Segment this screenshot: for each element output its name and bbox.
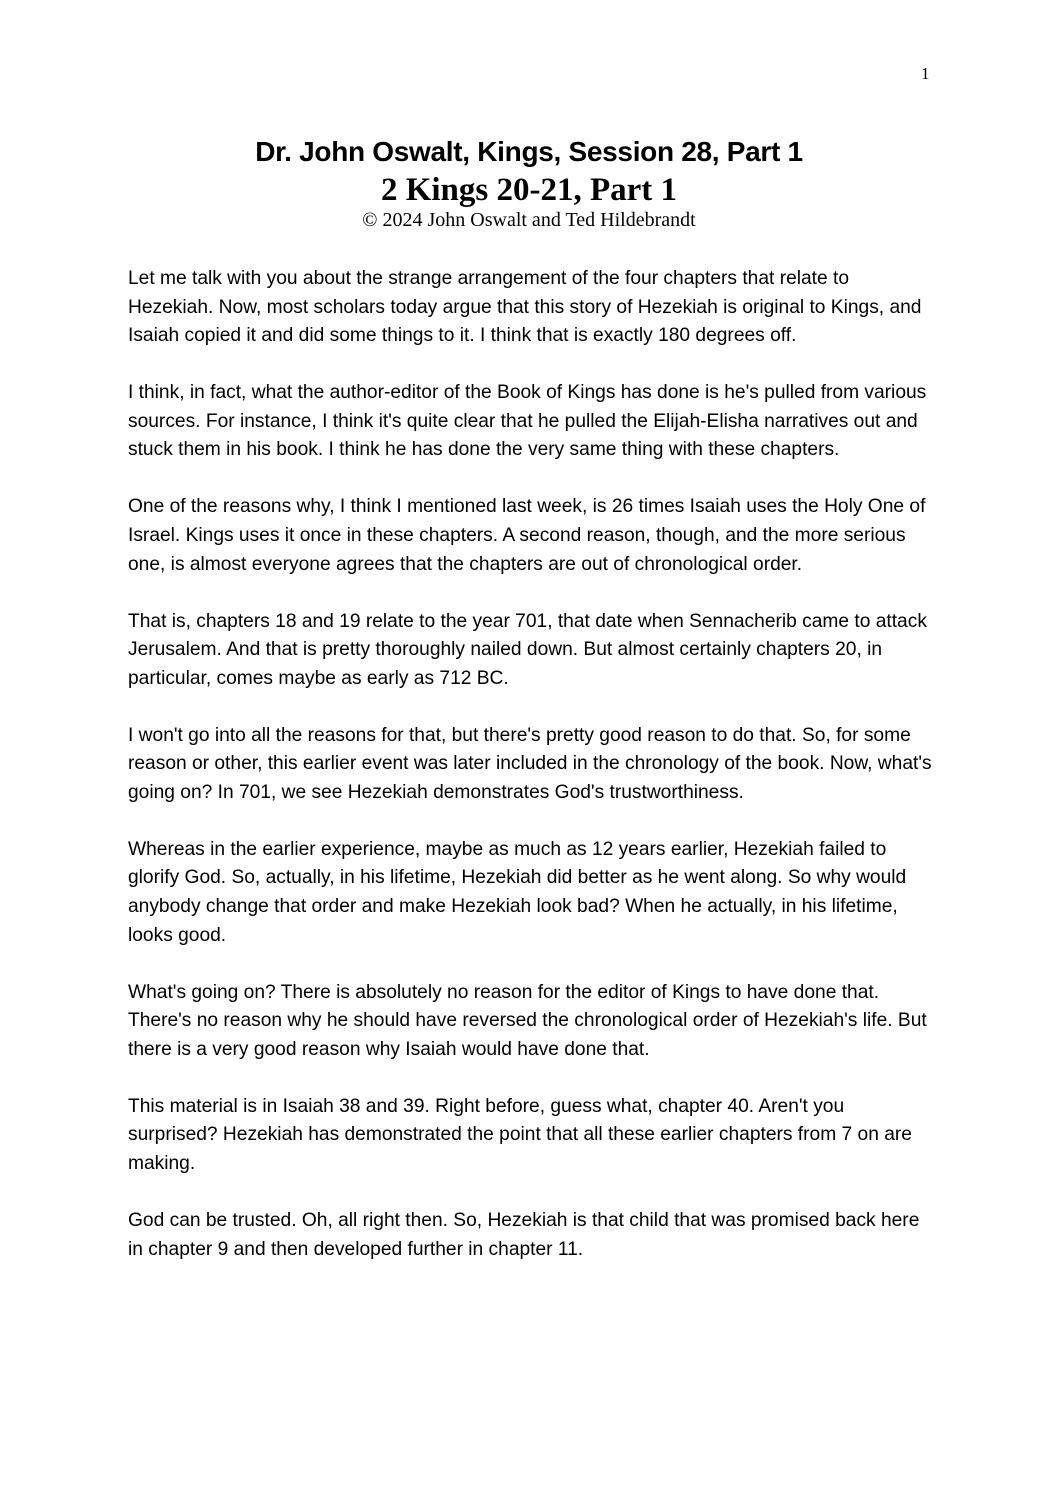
- paragraph: Whereas in the earlier experience, maybe as much as 12 years earlier, Hezekiah failed to glorify God. So, actually, in his lifetime, Hezekiah did better as he went along. So why would anybody change that order and make Hezekiah look bad? When he actually, in his lifetime, looks good.: [128, 838, 907, 946]
- copyright-notice: © 2024 John Oswalt and Ted Hildebrandt: [362, 209, 696, 231]
- document-subtitle: 2 Kings 20-21, Part 1: [380, 172, 678, 208]
- paragraph: What's going on? There is absolutely no reason for the editor of Kings to have done that. There's no reason why he should have reversed the chronological order of Hezekiah's life. But there is a very good reason why Isaiah would have done that.: [128, 981, 927, 1060]
- transcript-body: [128, 265, 934, 1293]
- paragraph: God can be trusted. Oh, all right then. So, Hezekiah is that child that was promised back here in chapter 9 and then developed further in chapter 11.: [128, 1209, 920, 1260]
- document-title: Dr. John Oswalt, Kings, Session 28, Part 1: [255, 136, 803, 167]
- paragraph: I think, in fact, what the author-editor of the Book of Kings has done is he's pulled from various sources. For instance, I think it's quite clear that he pulled the Elijah-Elisha narratives out and stuck them in his book. I think he has done the very same thing with these chapters.: [128, 382, 927, 461]
- paragraph: One of the reasons why, I think I mentioned last week, is 26 times Isaiah uses the Holy One of Israel. Kings uses it once in these chapters. A second reason, though, and the more serious one, is almost everyone agrees that the chapters are out of chronological order.: [128, 496, 926, 575]
- page-number: 1: [921, 64, 930, 83]
- paragraph: This material is in Isaiah 38 and 39. Right before, guess what, chapter 40. Aren't you surprised? Hezekiah has demonstrated the point that all these earlier chapters from 7 on are making.: [128, 1095, 912, 1174]
- document-header: [0, 133, 1058, 231]
- paragraph: That is, chapters 18 and 19 relate to the year 701, that date when Sennacherib came to attack Jerusalem. And that is pretty thoroughly nailed down. But almost certainly chapters 20, in particular, comes maybe as early as 712 BC.: [128, 610, 927, 689]
- paragraph: I won't go into all the reasons for that, but there's pretty good reason to do that. So, for some reason or other, this earlier event was later included in the chronology of the book. Now, what's going on? In 701, we see Hezekiah demonstrates God's trustworthiness.: [128, 724, 932, 803]
- paragraph: Let me talk with you about the strange arrangement of the four chapters that relate to Hezekiah. Now, most scholars today argue that this story of Hezekiah is original to Kings, and Isaiah copied it and did some things to it. I think that is exactly 180 degrees off.: [128, 268, 922, 347]
